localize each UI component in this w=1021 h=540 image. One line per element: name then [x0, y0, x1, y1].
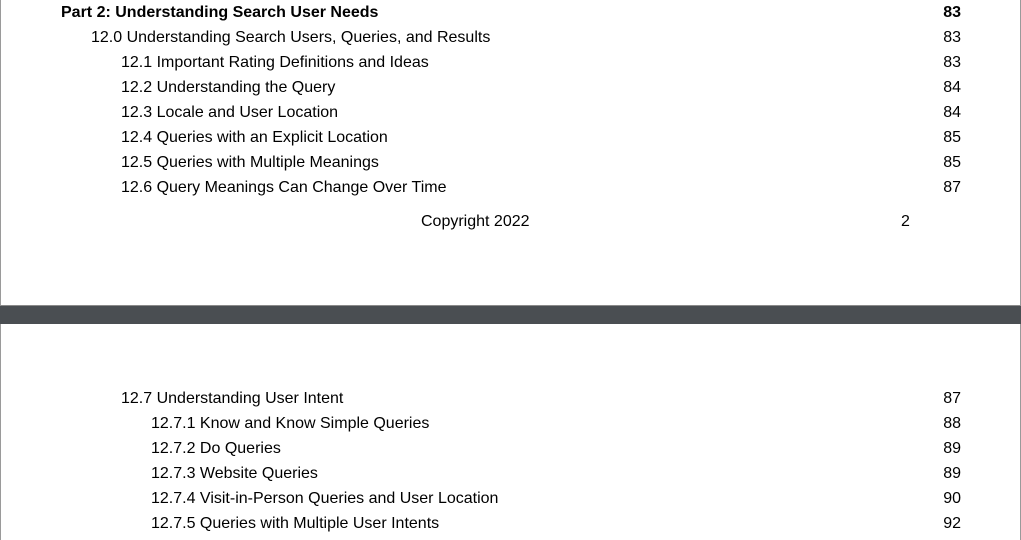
toc-entry-12-7[interactable] — [1, 386, 1021, 411]
toc-entry-12-4[interactable] — [1, 125, 1021, 150]
toc-entry-title: 12.7.5 Queries with Multiple User Intents — [151, 515, 440, 532]
toc-entry-12-7-2[interactable] — [1, 436, 1021, 461]
toc-entry-page: 90 — [943, 490, 961, 507]
toc-entry-page: 87 — [943, 390, 961, 407]
toc-entry-12-7-3[interactable] — [1, 461, 1021, 486]
toc-entry-page: 84 — [943, 104, 961, 121]
toc-entry-title: 12.3 Locale and User Location — [121, 104, 339, 121]
page-footer-copyright: Copyright 2022 — [421, 213, 530, 230]
toc-entry-page: 83 — [943, 54, 961, 71]
toc-entry-12-7-1[interactable] — [1, 411, 1021, 436]
page-separator — [0, 306, 1021, 325]
toc-entry-12-7-5[interactable] — [1, 511, 1021, 536]
toc-entry-title: 12.6 Query Meanings Can Change Over Time — [121, 179, 447, 196]
toc-entry-page: 84 — [943, 79, 961, 96]
toc-entry-title: 12.4 Queries with an Explicit Location — [121, 129, 388, 146]
toc-entry-title: 12.5 Queries with Multiple Meanings — [121, 154, 379, 171]
toc-entry-12-3[interactable] — [1, 100, 1021, 125]
toc-entry-12-0[interactable] — [1, 25, 1021, 50]
toc-entry-title: 12.7 Understanding User Intent — [121, 390, 344, 407]
toc-entry-page: 89 — [943, 440, 961, 457]
toc-entry-12-5[interactable] — [1, 150, 1021, 175]
toc-entry-title: 12.2 Understanding the Query — [121, 79, 336, 96]
page-footer-number: 2 — [901, 213, 910, 230]
toc-entry-title: 12.7.3 Website Queries — [151, 465, 318, 482]
toc-entry-12-2[interactable] — [1, 75, 1021, 100]
toc-entry-page: 89 — [943, 465, 961, 482]
toc-entry-title: 12.7.4 Visit-in-Person Queries and User Location — [151, 490, 499, 507]
toc-entry-page: 83 — [943, 29, 961, 46]
toc-entry-title: 12.7.2 Do Queries — [151, 440, 281, 457]
toc-entry-page: 85 — [943, 154, 961, 171]
toc-entry-12-6[interactable] — [1, 175, 1021, 200]
toc-entry-page: 83 — [943, 4, 961, 21]
toc-entry-12-7-4[interactable] — [1, 486, 1021, 511]
toc-entry-title: 12.0 Understanding Search Users, Queries, and Results — [91, 29, 491, 46]
toc-entry-title: 12.1 Important Rating Definitions and Ideas — [121, 54, 429, 71]
toc-entry-page: 87 — [943, 179, 961, 196]
toc-entry-page: 88 — [943, 415, 961, 432]
toc-entry-title: Part 2: Understanding Search User Needs — [61, 4, 379, 21]
toc-entry-12-1[interactable] — [1, 50, 1021, 75]
toc-entry-part-2[interactable] — [1, 0, 1021, 25]
toc-entry-title: 12.7.1 Know and Know Simple Queries — [151, 415, 430, 432]
toc-entry-page: 85 — [943, 129, 961, 146]
toc-entry-page: 92 — [943, 515, 961, 532]
document-page-3 — [0, 324, 1021, 540]
